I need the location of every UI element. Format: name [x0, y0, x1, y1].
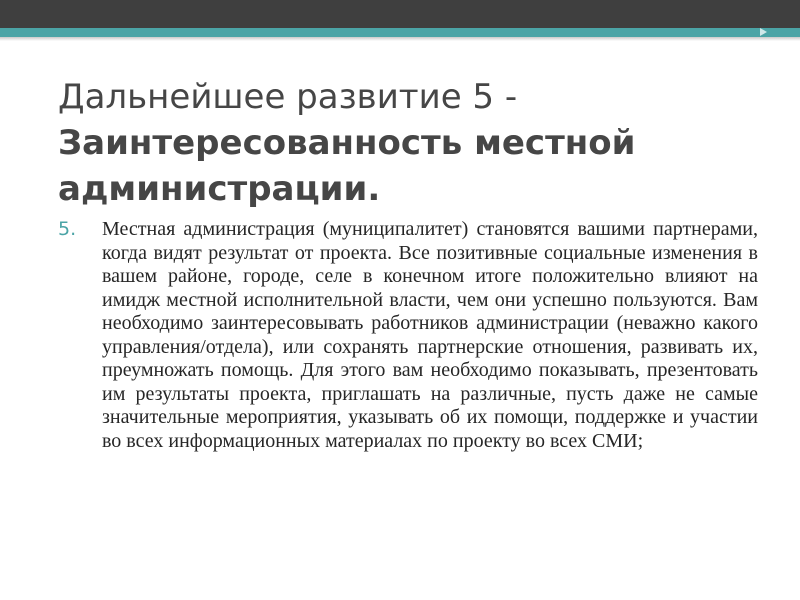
slide-title-line1: Дальнейшее развитие 5 -	[58, 77, 518, 117]
header-bar	[0, 0, 800, 28]
header-shadow	[0, 37, 800, 41]
triangle-right-icon	[760, 28, 767, 36]
content-list	[58, 218, 758, 453]
slide-title-line2: Заинтересованность местной администрации.	[58, 123, 636, 209]
list-item-number: 5.	[58, 218, 77, 240]
slide-title	[58, 74, 778, 212]
header-accent-stripe	[0, 28, 800, 37]
list-item	[58, 218, 758, 453]
list-item-text: Местная администрация (муниципалитет) становятся вашими партнерами, когда видят результат от проекта. Все позитивные социальные изменения в вашем районе, городе, селе в конечном итоге положительно влияют на имидж местной исполнительной власти, чем они успешно пользуются. Вам необходимо заинтересовывать работников администрации (неважно какого управления/отдела), или сохранять партнерские отношения, развивать их, преумножать помощь. Для этого вам необходимо показывать, презентовать им результаты проекта, приглашать на различные, пусть даже не самые значительные мероприятия, указывать об их помощи, поддержке и участии во всех информационных материалах по проекту во всех СМИ;	[102, 218, 758, 452]
